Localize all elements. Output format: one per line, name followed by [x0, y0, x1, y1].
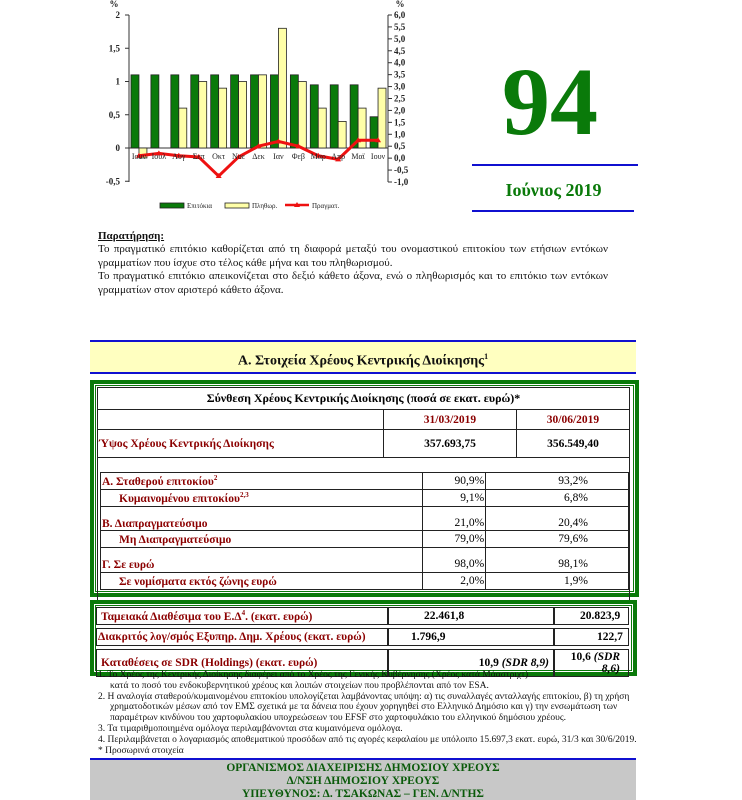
footer: [90, 758, 636, 800]
interest-rate-chart: [90, 0, 420, 220]
month-label: Αυγ: [172, 152, 186, 161]
row-value-2: 20,4%: [486, 506, 629, 531]
row-label: [101, 531, 423, 548]
bar-rate: [350, 85, 358, 148]
month-label: Απρ: [331, 152, 346, 161]
row-label: [101, 506, 423, 531]
cash-box: [90, 600, 637, 676]
sdr-holding: (SDR 8,6): [593, 651, 620, 675]
bar-inflation: [259, 75, 267, 148]
divider: [472, 210, 634, 212]
total-value-1: 357.693,75: [384, 430, 517, 458]
total-label: Ύψος Χρέους Κεντρικής Διοίκησης: [98, 430, 384, 458]
sdr-holding: (SDR 8,9): [501, 657, 549, 669]
right-tick-label: 2,5: [394, 93, 406, 104]
month-label: Οκτ: [212, 152, 226, 161]
row-value-1: 9,1%: [422, 489, 485, 506]
month-label: Φεβ: [291, 152, 305, 161]
left-axis-unit: %: [109, 0, 119, 9]
row-value-2: 1,9%: [486, 573, 629, 590]
row-value-1: 79,0%: [422, 531, 485, 548]
header-blank: [98, 410, 384, 430]
bar-inflation: [378, 88, 386, 148]
row-value-2: 98,1%: [486, 548, 629, 573]
cash-table: [96, 604, 629, 680]
bar-inflation: [298, 82, 306, 149]
bar-inflation: [239, 82, 247, 149]
bar-inflation: [338, 121, 346, 148]
composition-row: [101, 473, 629, 490]
composition-row: [101, 506, 629, 531]
debt-service-value-2: 122,7: [554, 628, 629, 646]
footnote: 3. Τα τιμαριθμοποιημένα ομόλογα περιλαμβάνονται στα κυμαινόμενα ομόλογα.: [98, 723, 403, 734]
left-tick-label: 0: [115, 143, 120, 153]
right-axis-unit: %: [395, 0, 405, 9]
right-tick-label: 6,0: [394, 10, 406, 20]
sdr-label: Καταθέσεις σε SDR (Holdings) (εκατ. ευρώ): [96, 649, 388, 677]
footnote: κατά το ποσό του ενδοκυβερνητικού χρέους και λοιπών στοιχείων που προβλέπονται από τον ESA.: [110, 680, 489, 691]
bar-inflation: [318, 108, 326, 148]
row-label: [101, 548, 423, 573]
month-label: Ιουλ: [151, 152, 167, 161]
row-value-2: 6,8%: [486, 489, 629, 506]
right-tick-label: 1,0: [394, 129, 406, 140]
cash-value-2: 20.823,9: [554, 607, 629, 625]
bar-rate: [310, 85, 318, 148]
chart-note: [98, 230, 608, 297]
row-label-text: Σε νομίσματα εκτός ζώνης ευρώ: [119, 575, 277, 588]
footer-org: ΟΡΓΑΝΙΣΜΟΣ ΔΙΑΧΕΙΡΙΣΗΣ ΔΗΜΟΣΙΟΥ ΧΡΕΟΥΣ: [226, 762, 500, 774]
note-title: Παρατήρηση:: [98, 230, 165, 242]
bar-rate: [330, 85, 338, 148]
legend-swatch: [160, 203, 184, 208]
row-value-1: 98,0%: [422, 548, 485, 573]
sdr-amount: 10,9: [478, 657, 499, 669]
issue-month: Ιούνιος 2019: [505, 180, 602, 200]
bar-rate: [231, 75, 239, 148]
composition-block: [98, 458, 630, 600]
month-label: Ιαν: [273, 152, 284, 161]
header-date-2: 30/06/2019: [517, 410, 630, 430]
right-tick-label: 3,0: [394, 81, 406, 92]
right-tick-label: 5,0: [394, 33, 406, 44]
row-label-text: Β. Διαπραγματεύσιμο: [102, 517, 208, 530]
month-label: Νοε: [232, 152, 246, 161]
row-label-text: Γ. Σε ευρώ: [102, 559, 155, 572]
sdr-amount: 10,6: [570, 651, 591, 663]
row-label: [101, 573, 423, 590]
table-title: Σύνθεση Χρέους Κεντρικής Διοίκησης (ποσά σε εκατ. ευρώ)*: [98, 388, 630, 410]
cash-label-end: . (εκατ. ευρώ): [245, 610, 313, 623]
right-tick-label: 1,5: [394, 117, 406, 128]
row-label-text: Α. Σταθερού επιτοκίου: [102, 475, 214, 488]
row-label-text: Μη Διαπραγματεύσιμο: [119, 534, 232, 547]
row-value-2: 79,6%: [486, 531, 629, 548]
cash-value-1: 22.461,8: [388, 607, 554, 625]
row-value-2: 93,2%: [486, 473, 629, 490]
footer-responsible: ΥΠΕΥΘΥΝΟΣ: Δ. ΤΣΑΚΩΝΑΣ – ΓΕΝ. Δ/ΝΤΗΣ: [242, 788, 484, 800]
left-tick-label: 0,5: [108, 109, 120, 120]
footnote-ref: 4: [241, 609, 246, 618]
month-label: Δεκ: [252, 152, 265, 161]
footer-directorate: Δ/ΝΣΗ ΔΗΜΟΣΙΟΥ ΧΡΕΟΥΣ: [286, 775, 440, 787]
legend-label: Πραγματ.: [312, 202, 340, 210]
bar-rate: [290, 75, 298, 148]
bar-rate: [131, 75, 139, 148]
cash-label-text: Ταμειακά Διαθέσιμα του Ε.Δ: [101, 610, 242, 623]
row-label: [101, 473, 423, 490]
right-tick-label: 0,0: [394, 153, 406, 164]
composition-rows: [100, 472, 629, 590]
row-label: [101, 489, 423, 506]
right-tick-label: 4,0: [394, 57, 406, 68]
total-value-2: 356.549,40: [517, 430, 630, 458]
bar-rate: [171, 75, 179, 148]
footnote-ref: 2: [213, 474, 218, 482]
debt-service-value-1: 1.796,9: [388, 628, 554, 646]
right-tick-label: 4,5: [394, 45, 406, 56]
issue-number: 94: [502, 48, 598, 155]
bar-inflation: [278, 28, 286, 148]
note-paragraph: Το πραγματικό επιτόκιο καθορίζεται από τη διαφορά μεταξύ του ονομαστικού επιτοκίου των ετήσιων εντόκων γραμματίων που ίσχυε στο τέλος κάθε μήνα και του πληθωρισμού.: [98, 243, 608, 269]
bar-rate: [251, 75, 259, 148]
debt-composition-box: [90, 380, 639, 597]
legend-label: Πληθωρ.: [252, 202, 278, 210]
cash-label: [96, 607, 388, 625]
footnote-ref: 1: [484, 352, 489, 361]
bar-rate: [211, 75, 219, 148]
right-tick-label: 2,0: [394, 105, 406, 116]
composition-row: [101, 548, 629, 573]
month-label: Μαϊ: [351, 152, 365, 161]
right-tick-label: -0,5: [394, 165, 409, 176]
section-title-text: Α. Στοιχεία Χρέους Κεντρικής Διοίκησης: [237, 353, 485, 369]
bar-rate: [370, 117, 378, 148]
footnote: 1. Το Χρέος της Κεντρικής Διοίκησης διαφέρει από το Χρέος της Γενικής Κυβέρνησης (Χρέος κατά Μάαστριχτ): [98, 670, 529, 680]
footnote: 4. Περιλαμβάνεται ο λογαριασμός αποθεματικού προσόδων από τις αγορές κεφαλαίου με υπόλοιπο 15.697,3 εκατ. ευρώ, 31/3 και 30/6/2019.: [98, 734, 637, 745]
month-label: Ιουν: [370, 152, 386, 161]
composition-row: [101, 489, 629, 506]
note-paragraph: Το πραγματικό επιτόκιο απεικονίζεται στο δεξιό κάθετο άξονα, ενώ ο πληθωρισμός και το επιτόκιο των εντόκων γραμματίων στον αριστερό κάθετο άξονα.: [98, 270, 608, 296]
footnote: παραμέτρων κινδύνου του χαρτοφυλακίου υποχρεώσεων του EFSF στο χαρτοφυλάκιο του ελληνικού δημόσιου χρέους.: [110, 713, 566, 724]
month-label: Σεπ: [192, 152, 205, 161]
row-value-1: 2,0%: [422, 573, 485, 590]
month-label: Ιουν: [131, 152, 147, 161]
row-label-text: Κυμαινομένου επιτοκίου: [119, 492, 240, 505]
row-value-1: 90,9%: [422, 473, 485, 490]
footnote-ref: 2,3: [239, 490, 249, 499]
composition-row: [101, 531, 629, 548]
debt-composition-table: [97, 387, 630, 600]
bar-rate: [151, 75, 159, 148]
composition-row: [101, 573, 629, 590]
divider: [472, 164, 638, 166]
header-date-1: 31/03/2019: [384, 410, 517, 430]
footnotes: [98, 670, 658, 756]
section-title: [90, 340, 636, 374]
bar-rate: [191, 75, 199, 148]
bar-inflation: [179, 108, 187, 148]
month-label: Μαρ: [310, 152, 326, 161]
left-tick-label: 1: [115, 76, 120, 87]
right-tick-label: -1,0: [394, 177, 409, 187]
footnote: 2. Η αναλογία σταθερού/κυμαινομένου επιτοκίου υπολογίζεται λαμβάνοντας υπόψη: α) τις συναλλαγές ανταλλαγής επιτοκίου, β) τη χρήση: [98, 691, 630, 702]
left-tick-label: -0,5: [105, 176, 120, 187]
right-tick-label: 3,5: [394, 69, 406, 80]
bar-rate: [270, 75, 278, 148]
bar-inflation: [199, 82, 207, 149]
left-tick-label: 1,5: [108, 43, 120, 54]
footnote: χρηματοδοτικών μέσων από τον ΕΜΣ σχετικά με τα δάνεια που έχουν χορηγηθεί στο Ελληνικό Δημόσιο και γ) την ενσωμάτωση των: [110, 702, 618, 713]
right-tick-label: 0,5: [394, 141, 406, 152]
row-value-1: 21,0%: [422, 506, 485, 531]
debt-service-label: Διακριτός λογ/σμός Εξυπηρ. Δημ. Χρέους (εκατ. ευρώ): [96, 628, 388, 646]
legend-swatch: [225, 203, 249, 208]
right-tick-label: 5,5: [394, 21, 406, 32]
footnote: * Προσωρινά στοιχεία: [98, 745, 184, 756]
legend-label: Επιτόκια: [187, 202, 213, 210]
left-tick-label: 2: [115, 10, 120, 20]
bar-inflation: [219, 88, 227, 148]
